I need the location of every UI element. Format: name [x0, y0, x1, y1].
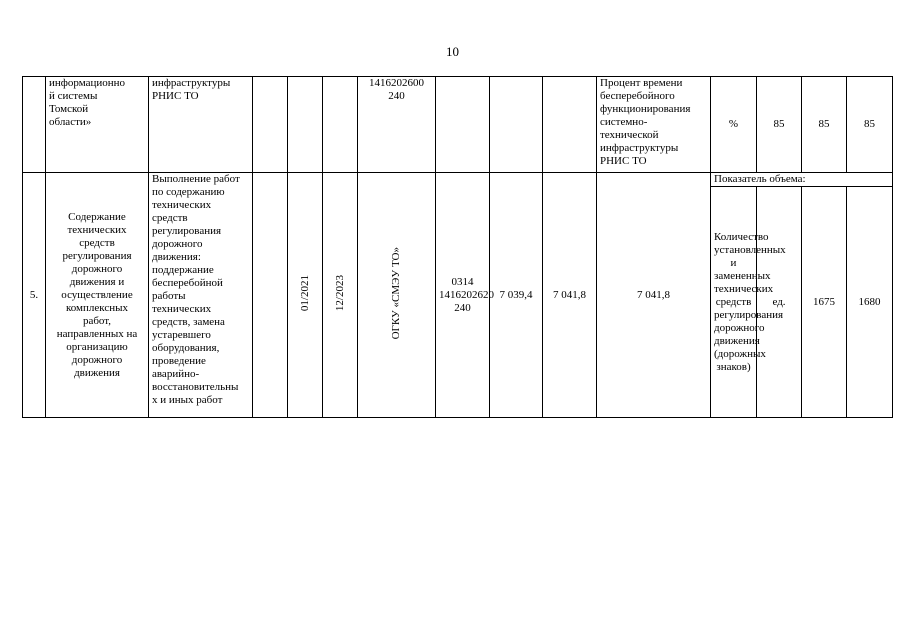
end-date: 12/2023 — [333, 274, 346, 312]
cell-amount-3 — [543, 77, 597, 173]
cell-start — [288, 173, 323, 418]
cell-indicator-header: Показатель объема: — [711, 173, 893, 187]
cell-num: 5. — [23, 173, 46, 418]
cell-amount-1 — [436, 77, 490, 173]
cell-amount-2: 7 041,8 — [543, 173, 597, 418]
cell-value-2: 85 — [802, 77, 847, 173]
cell-end — [288, 77, 323, 173]
cell-amount-1: 7 039,4 — [490, 173, 543, 418]
cell-executor — [358, 173, 436, 418]
cell-amount-2 — [490, 77, 543, 173]
cell-activity: Выполнение работ по содержанию технических средств регулирования дорожного движения: поддержание бесперебойной работы технических средств, замена устаревшего оборудования, проведение аварийно- восстановительны х и иных работ — [149, 173, 253, 418]
cell-value-1: 85 — [757, 77, 802, 173]
start-date: 01/2021 — [298, 274, 311, 312]
cell-unit: % — [711, 77, 757, 173]
cell-end — [323, 173, 358, 418]
page-number: 10 — [446, 44, 459, 59]
cell-indicator: Процент времени бесперебойного функционирования системно- технической инфраструктуры РНИС ТО — [597, 77, 711, 173]
executor: ОГКУ «СМЭУ ТО» — [390, 246, 402, 340]
program-table — [22, 76, 893, 418]
cell-start — [253, 77, 288, 173]
cell-name: информационно й системы Томской области» — [46, 77, 149, 173]
table-row-continued — [23, 77, 893, 173]
cell-empty — [253, 173, 288, 418]
cell-kbk: 1416202600 240 — [358, 77, 436, 173]
cell-amount-3: 7 041,8 — [597, 173, 711, 418]
cell-indicator: Количество установленных и замененных технических средств регулирования дорожного движения (дорожных знаков) — [711, 187, 757, 418]
cell-name: Содержание технических средств регулирования дорожного движения и осуществление комплексных работ, направленных на организацию дорожного движения — [46, 173, 149, 418]
cell-executor — [323, 77, 358, 173]
cell-num — [23, 77, 46, 173]
cell-activity: инфраструктуры РНИС ТО — [149, 77, 253, 173]
cell-unit: ед. — [757, 187, 802, 418]
cell-value-3: 85 — [847, 77, 893, 173]
table-row-5 — [23, 173, 893, 187]
cell-kbk: 0314 1416202620 240 — [436, 173, 490, 418]
cell-value-1: 1675 — [802, 187, 847, 418]
cell-value-2: 1680 — [847, 187, 893, 418]
